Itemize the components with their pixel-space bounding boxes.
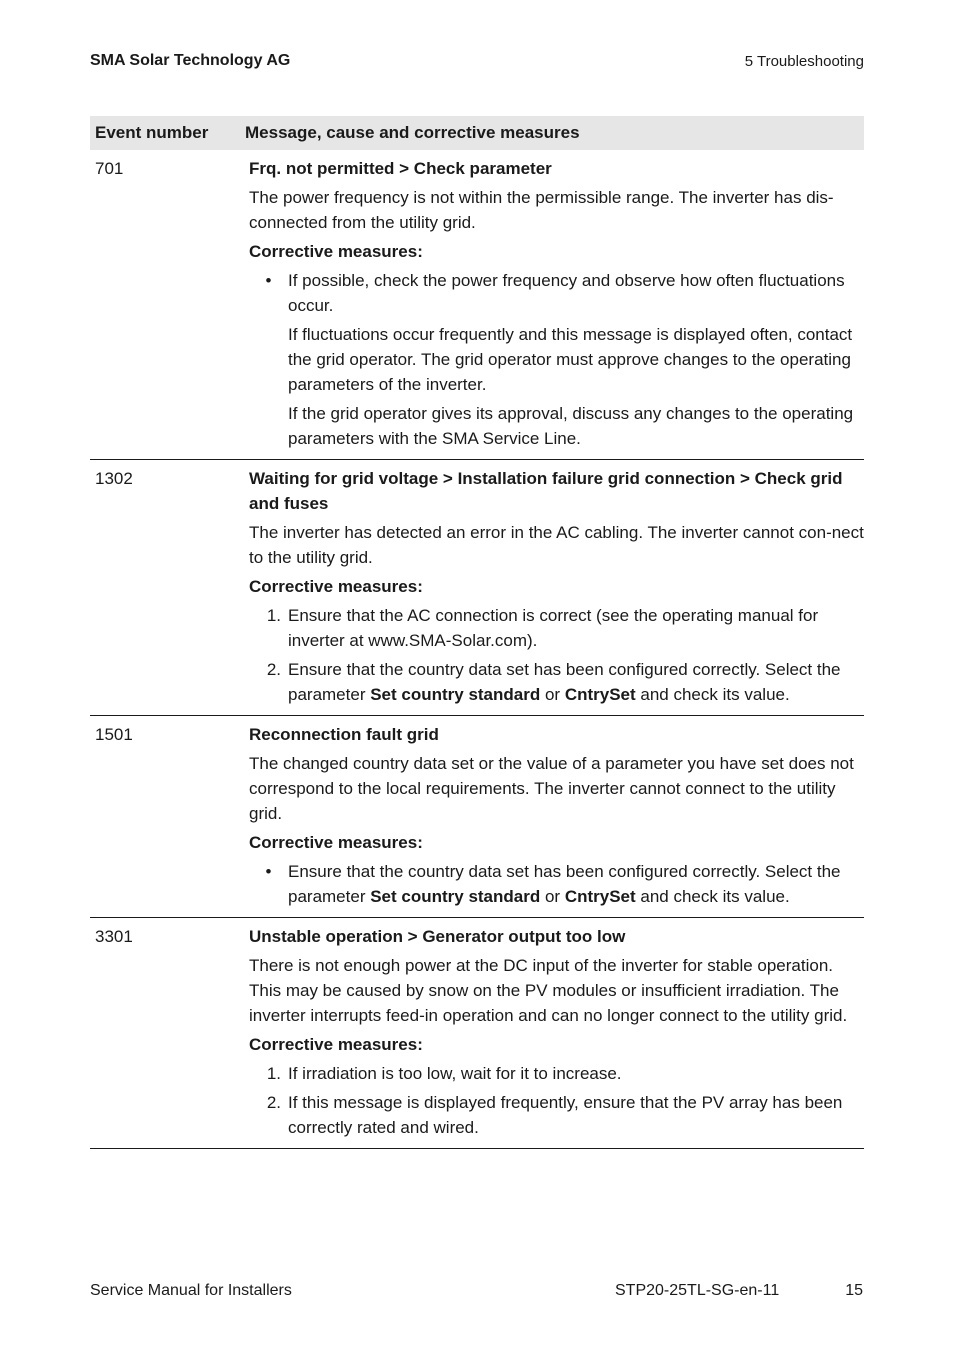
list-item [249,859,864,909]
list-item [249,1090,864,1140]
list-item [249,657,864,707]
corrective-label: Corrective measures: [249,577,423,596]
event-table [90,116,864,1149]
event-number: 3301 [95,927,133,946]
parameter-name: CntrySet [564,887,636,906]
event-title: Unstable operation > Generator output too low [249,927,626,946]
bullet-marker: • [265,271,272,290]
corrective-label: Corrective measures: [249,1035,423,1054]
event-description: The changed country data set or the value of a parameter you have set does not correspond to the local requirements. The inverter cannot connect to the utility grid. [249,754,854,823]
footer-manual-title: Service Manual for Installers [90,1282,292,1299]
table-header [90,116,864,150]
page-number: 15 [845,1282,863,1299]
parameter-name: Set country standard [370,887,541,906]
list-item [249,1061,864,1086]
event-description: The inverter has detected an error in the AC cabling. The inverter cannot con-nect to the utility grid. [249,523,864,567]
list-item-text: If this message is displayed frequently, ensure that the PV array has been correctly rated and wired. [288,1093,843,1137]
parameter-name: Set country standard [370,685,541,704]
list-item-paragraph: If fluctuations occur frequently and this message is displayed often, contact the grid operator. The grid operator must approve changes to the operating parameters of the inverter. [288,325,853,394]
list-item [249,603,864,653]
corrective-label: Corrective measures: [249,833,423,852]
event-title: Frq. not permitted > Check parameter [249,159,552,178]
list-item [249,268,864,318]
header-company: SMA Solar Technology AG [90,52,291,69]
col-message: Message, cause and corrective measures [245,123,580,142]
table-row [90,918,864,1149]
event-description: The power frequency is not within the permissible range. The inverter has dis-connected from the utility grid. [249,188,834,232]
table-row [90,460,864,716]
list-item-text: Ensure that the country data set has been configured correctly. Select the parameter Set country standard or CntrySet and check its value. [288,660,841,704]
event-number: 1501 [95,725,133,744]
number-marker: 2. [266,1093,281,1112]
event-description: There is not enough power at the DC input of the inverter for stable operation. This may be caused by snow on the PV modules or insufficient irradiation. The inverter interrupts feed-in operation and can no longer connect to the utility grid. [249,956,848,1025]
table-row [90,716,864,918]
footer-doc-code: STP20-25TL-SG-en-11 [615,1282,780,1299]
list-item-text: If irradiation is too low, wait for it to increase. [288,1064,622,1083]
number-marker: 2. [266,660,281,679]
list-item-text: Ensure that the AC connection is correct (see the operating manual for inverter at www.SMA-Solar.com). [288,606,819,650]
col-event-number: Event number [95,123,209,142]
parameter-name: CntrySet [564,685,636,704]
number-marker: 1. [266,1064,281,1083]
corrective-label: Corrective measures: [249,242,423,261]
header-section: 5 Troubleshooting [744,53,864,70]
list-item-text: If possible, check the power frequency and observe how often fluctuations occur. [288,271,845,315]
event-title: Reconnection fault grid [249,725,439,744]
table-row [90,150,864,460]
number-marker: 1. [266,606,281,625]
event-number: 701 [95,159,124,178]
bullet-marker: • [265,862,272,881]
list-item-paragraph: If the grid operator gives its approval, discuss any changes to the operating parameters with the SMA Service Line. [288,404,854,448]
list-item-text: Ensure that the country data set has been configured correctly. Select the parameter Set country standard or CntrySet and check its value. [288,862,841,906]
event-title: Waiting for grid voltage > Installation failure grid connection > Check grid and fuses [249,469,843,513]
event-number: 1302 [95,469,133,488]
